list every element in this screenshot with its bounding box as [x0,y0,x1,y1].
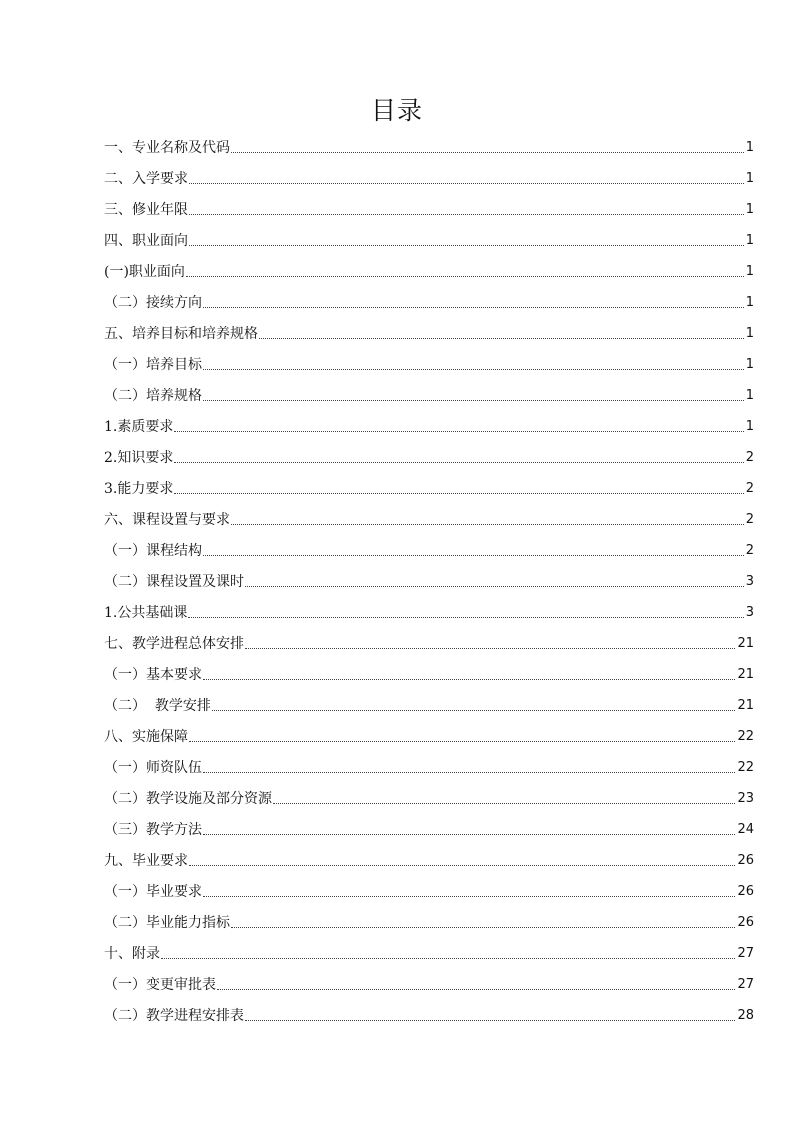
toc-dot-leader [174,430,743,432]
toc-entry-label: （一）师资队伍 [104,760,202,776]
toc-entry[interactable] [104,158,754,189]
toc-entry-label: （一）变更审批表 [104,977,216,993]
toc-entry-page-number: 1 [745,264,754,279]
toc-entry[interactable] [104,375,754,406]
toc-entry-page-number: 23 [737,791,754,806]
toc-dot-leader [189,740,735,742]
toc-entry[interactable] [104,127,754,158]
toc-entry-page-number: 1 [745,202,754,217]
toc-entry[interactable] [104,561,754,592]
toc-entry[interactable] [104,437,754,468]
toc-title: 目录 [370,96,423,125]
toc-entry[interactable] [104,313,754,344]
toc-entry[interactable] [104,344,754,375]
toc-dot-leader [245,647,735,649]
toc-entry-label: （二）教学进程安排表 [104,1008,244,1024]
toc-dot-leader [231,523,744,525]
toc-dot-leader [174,492,743,494]
toc-entry[interactable] [104,530,754,561]
toc-entry-label: （一）课程结构 [104,543,202,559]
toc-entry-label: （二）培养规格 [104,388,202,404]
toc-entry-page-number: 1 [745,233,754,248]
toc-entry-page-number: 26 [737,884,754,899]
toc-dot-leader [245,1019,735,1021]
toc-entry[interactable] [104,499,754,530]
toc-entry-page-number: 26 [737,915,754,930]
toc-entry-page-number: 3 [745,605,754,620]
toc-entry-label: 九、毕业要求 [104,853,188,869]
toc-entry-page-number: 27 [737,977,754,992]
toc-entry-label: 3.能力要求 [104,481,174,497]
toc-dot-leader [189,213,744,215]
toc-entry[interactable] [104,685,754,716]
toc-dot-leader [186,275,744,277]
toc-dot-leader [203,306,744,308]
toc-entry[interactable] [104,220,754,251]
toc-dot-leader [212,709,736,711]
toc-entry-page-number: 24 [737,822,754,837]
toc-entry-label: （一）培养目标 [104,357,202,373]
toc-entry-page-number: 26 [737,853,754,868]
toc-entry-label: （二） 教学安排 [104,698,211,714]
toc-entry-label: （二）教学设施及部分资源 [104,791,272,807]
toc-entry[interactable] [104,592,754,623]
toc-dot-leader [189,864,735,866]
toc-entry[interactable] [104,747,754,778]
toc-entry-page-number: 1 [745,326,754,341]
toc-entry-page-number: 21 [737,698,754,713]
toc-entry-page-number: 1 [745,140,754,155]
toc-dot-leader [189,244,744,246]
toc-entry-label: 2.知识要求 [104,450,174,466]
toc-entry-label: 三、修业年限 [104,202,188,218]
toc-dot-leader [203,771,735,773]
toc-entry[interactable] [104,623,754,654]
toc-dot-leader [203,554,744,556]
toc-entry-label: 四、职业面向 [104,233,188,249]
toc-dot-leader [259,337,744,339]
toc-entry-page-number: 21 [737,636,754,651]
toc-entry[interactable] [104,282,754,313]
toc-entry-page-number: 1 [745,388,754,403]
toc-entry[interactable] [104,406,754,437]
toc-entry[interactable] [104,189,754,220]
toc-entry[interactable] [104,654,754,685]
toc-entry-page-number: 1 [745,295,754,310]
toc-entry[interactable] [104,716,754,747]
toc-entry-label: （二）课程设置及课时 [104,574,244,590]
toc-entry[interactable] [104,840,754,871]
toc-entry[interactable] [104,251,754,282]
toc-entry-page-number: 2 [745,481,754,496]
toc-dot-leader [161,957,735,959]
toc-entry-page-number: 21 [737,667,754,682]
toc-entry-label: 一、专业名称及代码 [104,140,230,156]
toc-entry-page-number: 2 [745,512,754,527]
toc-entry-page-number: 22 [737,760,754,775]
toc-entry-label: 七、教学进程总体安排 [104,636,244,652]
toc-entry-label: （一）毕业要求 [104,884,202,900]
toc-entry-label: 八、实施保障 [104,729,188,745]
toc-entry-label: 1.素质要求 [104,419,174,435]
toc-dot-leader [188,616,743,618]
toc-entry[interactable] [104,468,754,499]
toc-entry[interactable] [104,995,754,1026]
toc-dot-leader [203,368,744,370]
toc-entry-page-number: 1 [745,419,754,434]
toc-entry[interactable] [104,809,754,840]
toc-dot-leader [203,678,735,680]
toc-entry-label: （一）基本要求 [104,667,202,683]
toc-entry-label: 五、培养目标和培养规格 [104,326,258,342]
toc-entry[interactable] [104,778,754,809]
toc-entry-page-number: 2 [745,543,754,558]
toc-entry-page-number: 1 [745,171,754,186]
toc-entry-label: (一)职业面向 [104,264,185,280]
toc-entry-page-number: 27 [737,946,754,961]
toc-entry[interactable] [104,902,754,933]
toc-dot-leader [189,182,744,184]
toc-entry-page-number: 2 [745,450,754,465]
toc-entry-label: （三）教学方法 [104,822,202,838]
toc-dot-leader [203,399,744,401]
toc-entry[interactable] [104,871,754,902]
toc-dot-leader [231,926,735,928]
toc-dot-leader [217,988,735,990]
toc-dot-leader [174,461,743,463]
toc-entry-label: 二、入学要求 [104,171,188,187]
toc-entry-page-number: 22 [737,729,754,744]
toc-dot-leader [273,802,735,804]
toc-entry-page-number: 3 [745,574,754,589]
toc-list [104,127,754,1026]
toc-entry[interactable] [104,964,754,995]
toc-entry-label: 十、附录 [104,946,160,962]
toc-entry-page-number: 1 [745,357,754,372]
toc-dot-leader [203,895,735,897]
toc-entry-label: （二）接续方向 [104,295,202,311]
toc-dot-leader [203,833,735,835]
toc-dot-leader [231,151,744,153]
toc-entry-page-number: 28 [737,1008,754,1023]
toc-dot-leader [245,585,744,587]
toc-entry[interactable] [104,933,754,964]
toc-entry-label: （二）毕业能力指标 [104,915,230,931]
toc-entry-label: 六、课程设置与要求 [104,512,230,528]
toc-entry-label: 1.公共基础课 [104,605,188,621]
